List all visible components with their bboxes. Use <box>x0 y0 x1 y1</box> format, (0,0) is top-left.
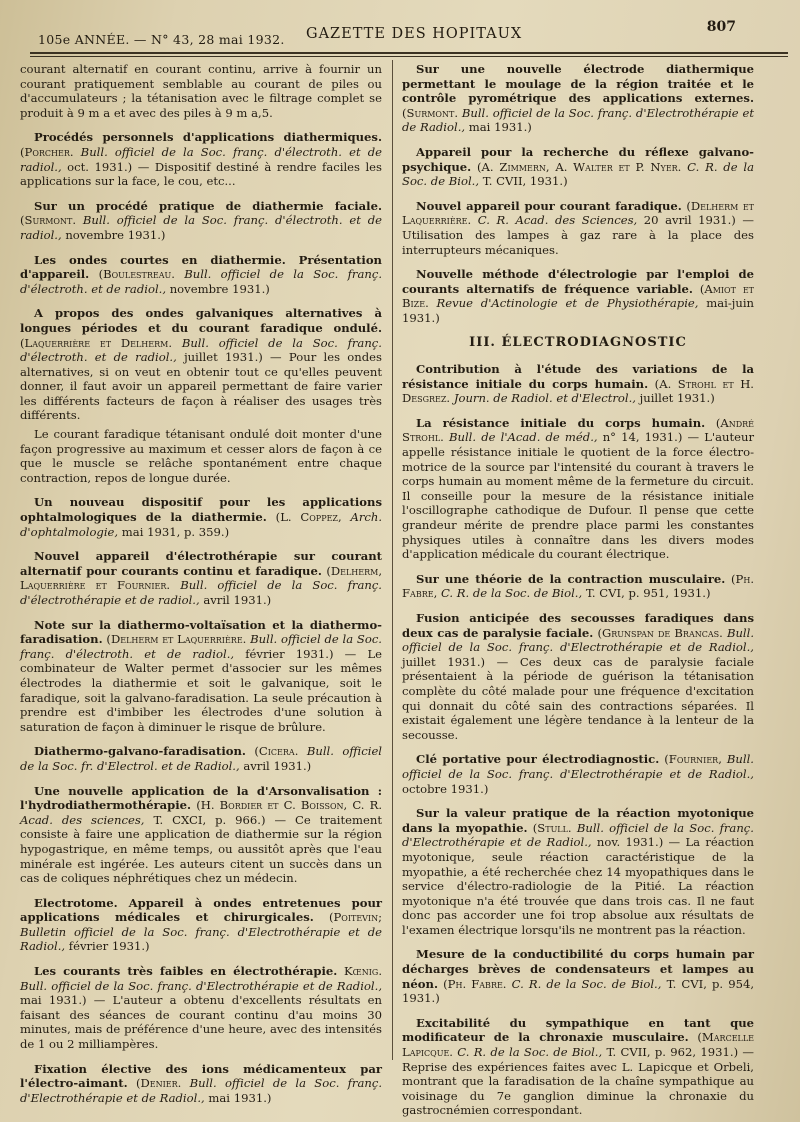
entry-reflexe-galvano: Appareil pour la recherche du réflexe galvano-psychique. (A. Zimmern, A. Walter et P. Nyer. C. R. de la Soc. de Biol., T. CVII, 1931.) <box>402 144 754 189</box>
entry-methode-electrologie: Nouvelle méthode d'électrologie par l'emploi de courants alternatifs de fréquence variable. (Amiot et Bize. Revue d'Actinologie et de Physiothérapie, mai-juin 1931.) <box>402 267 755 325</box>
entry-ondes-galvaniques: A propos des ondes galvaniques alternatives à longues périodes et du courant faradique ondulé. (Laquerrière et Delherm. Bull. officiel de la Soc. franç. d'électroth. et de radiol., juillet 1931.) — Pour les ondes alternatives, si on veut en obtenir tout ce qu'elles peuvent donner, il faut avoir un appareil permettant de faire varier les différents facteurs de façon à réaliser des usages très différents. <box>20 306 382 423</box>
entry-nouvel-appareil: Nouvel appareil d'électrothérapie sur courant alternatif pour courants continu et faradique. (Delherm, Laquerrière et Fournier. Bull. officiel de la Soc. franç. d'électrothérapie et de radiol., avril 1931.) <box>20 549 382 607</box>
page-header <box>38 16 788 50</box>
entry-contraction-musculaire: Sur une théorie de la contraction musculaire. (Ph. Fabre, C. R. de la Soc. de Biol., T. CVI, p. 951, 1931.) <box>402 571 755 601</box>
entry-resistance-variations: Contribution à l'étude des variations de la résistance initiale du corps humain. (A. Strohl et H. Desgrez. Journ. de Radiol. et d'Electrol., juillet 1931.) <box>402 362 754 406</box>
left-column <box>20 62 382 1114</box>
entry-sympathique: Excitabilité du sympathique en tant que modificateur de la chronaxie musculaire. (Marcelle Lapicque. C. R. de la Soc. de Biol., T. CVII, p. 962, 1931.) — Reprise des expériences faites avec L. Lapicque et Orbeli, montrant que la faradisation de la chaîne sympathique au voisinage du 7e ganglion diminue la chronaxie du gastrocnémien correspondant. <box>402 1015 754 1118</box>
entry-surmont-faciale: Sur un procédé pratique de diathermie faciale. (Surmont. Bull. officiel de la Soc. franç. d'électroth. et de radiol., novembre 1931.) <box>20 198 383 242</box>
journal-title: GAZETTE DES HOPITAUX <box>306 26 523 42</box>
entry-reaction-myotonique: Sur la valeur pratique de la réaction myotonique dans la myopathie. (Stull. Bull. officiel de la Soc. franç. d'Electrothérapie et de Radiol., nov. 1931.) — La réaction myotonique, seule réaction caractéristique de la myopathie, a été recherchée chez 14 myopathiques dans le service d'électro-radiologie de la Pitié. La réaction myotonique n'a été trouvée que dans trois cas. Il ne faut donc pas accorder une foi trop absolue aux résultats de l'examen électrique lorsqu'ils ne montrent pas la réaction. <box>402 806 755 937</box>
entry-fixation-elective: Fixation élective des ions médicamenteux par l'électro-aimant. (Denier. Bull. officiel de la Soc. franç. d'Electrothérapie et de Radiol., mai 1931.) <box>20 1061 383 1105</box>
entry-ondes-courtes: Les ondes courtes en diathermie. Présentation d'appareil. (Boulestreau. Bull. officiel de la Soc. franç. d'électroth. et de radiol., novembre 1931.) <box>20 252 383 296</box>
entry-ondes-galvaniques-cont: Le courant faradique tétanisant ondulé doit monter d'une façon progressive au maximum et cesser alors de façon à ce que le muscle se relâche spontanément entre chaque contraction, repos de longue durée. <box>20 427 382 485</box>
entry-diathermo-voltaisation: Note sur la diathermo-voltaïsation et la diathermo-faradisation. (Delherm et Laquerrière. Bull. officiel de la Soc. franç. d'électroth. et de radiol., février 1931.) — Le combinateur de Walter permet d'associer sur les mêmes électrodes la diathermie et soit le galvanique, soit le faradique, soit la galvano-faradisation. La seule précaution à prendre est d'imbiber les électrodes d'une solution à saturation de façon à diminuer le risque de brûlure. <box>20 617 383 734</box>
page-number: 807 <box>706 19 736 35</box>
entry-courant-faradique: Nouvel appareil pour courant faradique. (Delherm et Laquerrière. C. R. Acad. des Sciences, 20 avril 1931.) — Utilisation des lampes à gaz rare à la place des interrupteurs mécaniques. <box>402 198 754 257</box>
entry-cle-portative: Clé portative pour électrodiagnostic. (Fournier, Bull. officiel de la Soc. franç. d'Electrothérapie et de Radiol., octobre 1931.) <box>402 752 754 796</box>
entry-electrotome: Electrotome. Appareil à ondes entretenues pour applications médicales et chirurgicales. (Poitevin; Bulletin officiel de la Soc. franç. d'Electrothérapie et de Radiol., février 1931.) <box>20 895 382 954</box>
entry-conductibilite: Mesure de la conductibilité du corps humain par décharges brèves de condensateurs et lampes au néon. (Ph. Fabre. C. R. de la Soc. de Biol., T. CVI, p. 954, 1931.) <box>402 947 755 1006</box>
entry-electrode-diathermique: Sur une nouvelle électrode diathermique permettant le moulage de la région traitée et le contrôle pyrométrique des applications externes. (Surmont. Bull. officiel de la Soc. franç. d'Electrothérapie et de Radiol., mai 1931.) <box>402 62 754 135</box>
entry-courants-faibles: Les courants très faibles en électrothérapie. Kœnig. Bull. officiel de la Soc. franç. d'Electrothérapie et de Radiol., mai 1931.) — L'auteur a obtenu d'excellents résultats en faisant des séances de courant continu d'au moins 30 minutes, mais de préférence d'une heure, avec des intensités de 1 ou 2 milliampères. <box>20 964 383 1052</box>
right-column <box>402 62 755 1118</box>
column-divider <box>392 60 393 1060</box>
entry-fusion-anticipee: Fusion anticipée des secousses faradiques dans deux cas de paralysie faciale. (Grunspan de Brancas. Bull. officiel de la Soc. franç. d'Electrothérapie et de Radiol., juillet 1931.) — Ces deux cas de paralysie faciale présentaient à la période de guérison la tétanisation complète du côté malade pour une fréquence d'excitation qui donnait du côté sain des contractions séparées. Il existait également une légère tendance à la lenteur de la secousse. <box>402 611 755 742</box>
entry-cicera: Diathermo-galvano-faradisation. (Cicera. Bull. officiel de la Soc. fr. d'Electrol. et de Radiol., avril 1931.) <box>20 744 383 773</box>
entry-coppez: Un nouveau dispositif pour les applications ophtalmologiques de la diathermie. (L. Coppez, Arch. d'ophtalmologie, mai 1931, p. 359.) <box>20 495 383 539</box>
header-rule <box>30 52 788 57</box>
section-heading: III. ÉLECTRODIAGNOSTIC <box>469 334 687 350</box>
intro-paragraph: courant alternatif en courant continu, arrive à fournir un courant pratiquement semblable au courant de piles ou d'accumulateurs ; la tétanisation avec le filtrage complet se produit à 9 m a et avec des piles à 9 m a,5. <box>20 62 382 120</box>
entry-resistance-initiale: La résistance initiale du corps humain. (André Strohl. Bull. de l'Acad. de méd., n° 14, 1931.) — L'auteur appelle résistance initiale le quotient de la force électro-motrice de la source par l'intensité du courant à travers le corps humain au moment même de la fermeture du circuit. Il conseille pour la mesure de la résistance initiale l'oscillographe cathodique de Dufour. Il pense que cette grandeur mérite de prendre place parmi les constantes physiques utiles à connaître dans les divers modes d'application médicale du courant électrique. <box>402 415 755 562</box>
issue-info: 105e ANNÉE. — N° 43, 28 mai 1932. <box>38 32 285 47</box>
entry-arsonvalisation: Une nouvelle application de la d'Arsonvalisation : l'hydrodiathermothérapie. (H. Bordier et C. Boisson, C. R. Acad. des sciences, T. CXCI, p. 966.) — Ce traitement consiste à faire une application de diathermie sur la région hypogastrique, en même temps, ou aussitôt après que l'eau minérale est ingérée. Les auteurs citent un succès dans un cas de coliques néphrétiques chez un médecin. <box>20 783 383 886</box>
entry-porcher: Procédés personnels d'applications diathermiques. (Porcher. Bull. officiel de la Soc. franç. d'électroth. et de radiol., oct. 1931.) — Dispositif destiné à rendre faciles les applications sur la face, le cou, etc... <box>20 130 382 189</box>
